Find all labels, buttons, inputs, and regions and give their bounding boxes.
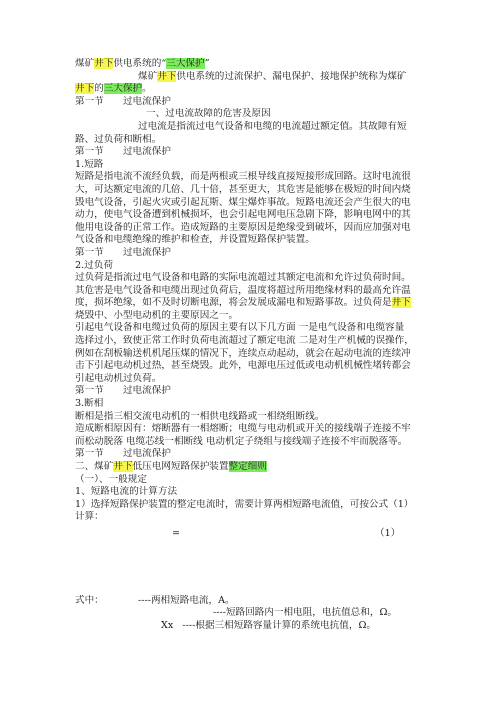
item-heading: 2.过负荷 bbox=[75, 259, 113, 271]
paragraph-line: 度，损坏绝缘，如不及时切断电源，将会发展成漏电和短路事故。过负荷是井下 bbox=[75, 297, 411, 309]
section-heading: 第一节 过电流保护 bbox=[75, 146, 171, 158]
definition-line: Xx ----根据三相短路容量计算的系统电抗值，Ω。 bbox=[161, 619, 377, 631]
definition-line: ----短路回路内一相电阻，电抗值总和，Ω。 bbox=[213, 607, 398, 619]
paragraph-line: 短路是指电流不流经负载，而是两根或三根导线直接短接形成回路。这时电流很 bbox=[75, 171, 411, 183]
paragraph-line: 造成断相原因有：熔断器有一相熔断；电缆与电动机或开关的接线端子连接不牢 bbox=[75, 423, 411, 435]
symbol-xx: Xx bbox=[161, 619, 174, 631]
highlight-text: 井下 bbox=[94, 58, 114, 69]
formula-number: （1） bbox=[375, 527, 401, 539]
section-heading: 第一节 过电流保护 bbox=[75, 95, 171, 107]
paragraph-line: 而松动脱落 电缆芯线一相断线 电动机定子绕组与接线端子连接不牢而脱落等。 bbox=[75, 435, 408, 447]
formula-image-area bbox=[75, 541, 423, 595]
paragraph-line: 引起电气设备和电缆过负荷的原因主要有以下几方面 一是电气设备和电缆容量 bbox=[75, 322, 405, 334]
document-title: 煤矿井下供电系统的“三大保护” bbox=[75, 58, 210, 69]
section-heading: 第一节 过电流保护 bbox=[75, 448, 171, 460]
intro-paragraph-cont: 井下的三大保护。 bbox=[75, 83, 152, 95]
paragraph-line: 毁电气设备，引起火灾或引起瓦斯、煤尘爆炸事故。短路电流还会产生很大的电 bbox=[75, 196, 411, 208]
highlight-text: 三大保护 bbox=[103, 83, 143, 95]
paragraph-line: 动力，使电气设备遭到机械损坏，也会引起电网电压急剧下降，影响电网中的其 bbox=[75, 209, 411, 221]
subsection-heading: 一、过电流故障的危害及原因 bbox=[146, 108, 271, 120]
paragraph-line: 其危害是电气设备和电缆出现过负荷后，温度将超过所用绝缘材料的最高允许温 bbox=[75, 284, 411, 296]
highlight-text: 井下 bbox=[391, 297, 411, 309]
paragraph-line: 击下引起电动机过热，甚至烧毁。此外，电源电压过低或电动机机械性堵转都会 bbox=[75, 360, 411, 372]
formula-equals: = bbox=[172, 527, 181, 539]
section-heading-2: 二、煤矿井下低压电网短路保护装置整定细则 bbox=[75, 461, 267, 472]
paragraph-line: 引起电动机过负荷。 bbox=[75, 372, 162, 384]
intro-paragraph: 煤矿井下供电系统的过流保护、漏电保护、接地保护统称为煤矿 bbox=[138, 70, 407, 82]
subsection-heading: 1、短路电流的计算方法 bbox=[75, 486, 178, 498]
paragraph-line: 他用电设备的正常工作。造成短路的主要原因是绝缘受到破坏，因而应加强对电 bbox=[75, 221, 411, 233]
highlight-text: 三大保护 bbox=[166, 58, 205, 69]
definition-label: 式中： bbox=[75, 594, 104, 606]
paragraph-line: 气设备和电缆绝缘的维护和检查，并设置短路保护装置。 bbox=[75, 234, 315, 246]
item-heading: 3.断相 bbox=[75, 398, 104, 410]
section-heading: 第一节 过电流保护 bbox=[75, 385, 171, 397]
paragraph-line: 1）选择短路保护装置的整定电流时，需要计算两相短路电流值，可按公式（1） bbox=[75, 498, 414, 510]
section-heading: 第一节 过电流保护 bbox=[75, 246, 171, 258]
paragraph-line: 过电流是指流过电气设备和电缆的电流超过额定值。其故障有短 bbox=[138, 120, 407, 132]
item-heading: 1.短路 bbox=[75, 158, 104, 170]
document-body bbox=[75, 58, 423, 632]
paragraph-line: 过负荷是指流过电气设备和电路的实际电流超过其额定电流和允许过负荷时间。 bbox=[75, 272, 411, 284]
highlight-text: 整定细则 bbox=[228, 461, 267, 472]
highlight-text: 井下 bbox=[75, 83, 95, 95]
highlight-text: 井下 bbox=[157, 70, 177, 82]
paragraph-line: 烧毁中、小型电动机的主要原因之一。 bbox=[75, 309, 239, 321]
subsection-heading: （一）、一般规定 bbox=[75, 473, 147, 485]
paragraph-line: 断相是指三相交流电动机的一相供电线路或一相绕组断线。 bbox=[75, 410, 325, 422]
formula-row bbox=[75, 528, 423, 541]
paragraph-line: 选择过小，致使正常工作时负荷电流超过了额定电流 二是对生产机械的误操作， bbox=[75, 335, 414, 347]
paragraph-line: 路、过负荷和断相。 bbox=[75, 133, 162, 145]
highlight-text: 井下 bbox=[113, 461, 133, 472]
paragraph-line: 大，可达额定电流的几倍、几十倍，甚至更大，其危害是能够在极短的时间内烧 bbox=[75, 183, 411, 195]
paragraph-line: 计算： bbox=[75, 511, 104, 523]
paragraph-line: 例如在刮板输送机机尾压煤的情况下，连续点动起动，就会在起动电流的连续冲 bbox=[75, 347, 411, 359]
definition-line: 式中： ----两相短路电流，A。 bbox=[75, 594, 235, 606]
